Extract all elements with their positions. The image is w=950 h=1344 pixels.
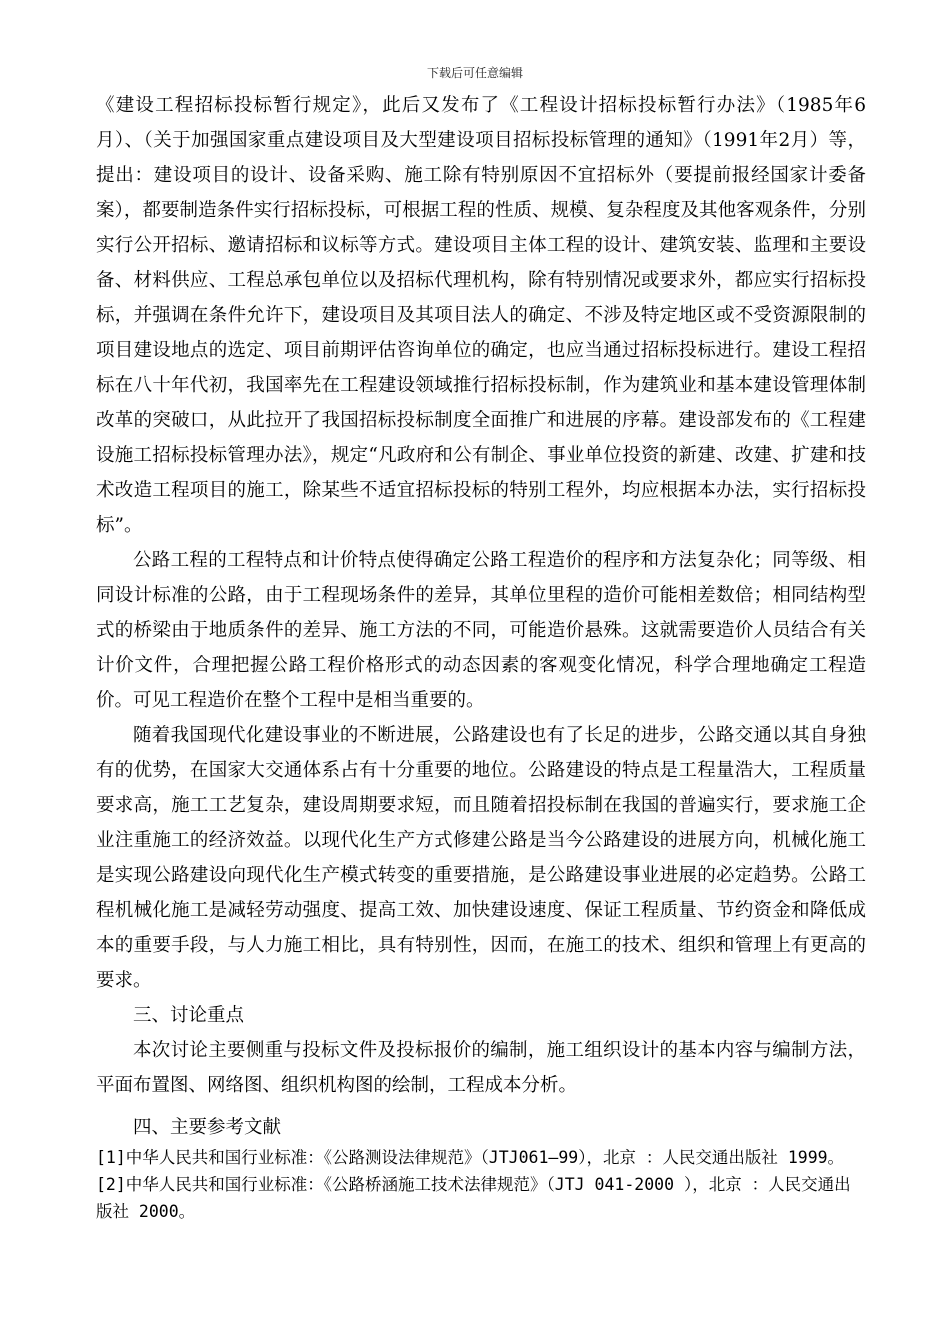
- reference-item-2: [2]中华人民共和国行业标准：《公路桥涵施工技术法律规范》（JTJ 041-2000 ），北京 ：人民交通出版社 2000。: [96, 1175, 851, 1221]
- paragraph-1: 《建设工程招标投标暂行规定》，此后又发布了《工程设计招标投标暂行办法》（1985年6月）、（关于加强国家重点建设项目及大型建设项目招标投标管理的通知》（1991年2月）等，提出：建设项目的设计、设备采购、施工除有特别原因不宜招标外（要提前报经国家计委备案），都要制造条件实行招标投标，可根据工程的性质、规模、复杂程度及其他客观条件，分别实行公开招标、邀请招标和议标等方式。建设项目主体工程的设计、建筑安装、监理和主要设备、材料供应、工程总承包单位以及招标代理机构，除有特别情况或要求外，都应实行招标投标，并强调在条件允许下，建设项目及其项目法人的确定、不涉及特定地区或不受资源限制的项目建设地点的选定、项目前期评估咨询单位的确定，也应当通过招标投标进行。建设工程招标在八十年代初，我国率先在工程建设领域推行招标投标制，作为建筑业和基本建设管理体制改革的突破口，从此拉开了我国招标投标制度全面推广和进展的序幕。建设部发布的《工程建设施工招标投标管理办法》，规定“凡政府和公有制企、事业单位投资的新建、改建、扩建和技术改造工程项目的施工，除某些不适宜招标投标的特别工程外，均应根据本办法，实行招标投标”。: [96, 95, 866, 536]
- paragraph-2: 公路工程的工程特点和计价特点使得确定公路工程造价的程序和方法复杂化；同等级、相同设计标准的公路，由于工程现场条件的差异，其单位里程的造价可能相差数倍；相同结构型式的桥梁由于地质条件的差异、施工方法的不同，可能造价悬殊。这就需要造价人员结合有关计价文件，合理把握公路工程价格形式的动态因素的客观变化情况，科学合理地确定工程造价。可见工程造价在整个工程中是相当重要的。: [96, 550, 866, 711]
- section-heading-4: 四、主要参考文献: [133, 1117, 282, 1138]
- document-body: [96, 88, 866, 1103]
- references-block: [96, 1114, 866, 1225]
- section-3-text: 本次讨论主要侧重与投标文件及投标报价的编制，施工组织设计的基本内容与编制方法，平面布置图、网络图、组织机构图的绘制，工程成本分析。: [96, 1040, 866, 1096]
- paragraph-3: 随着我国现代化建设事业的不断进展，公路建设也有了长足的进步，公路交通以其自身独有的优势，在国家大交通体系占有十分重要的地位。公路建设的特点是工程量浩大，工程质量要求高，施工工艺复杂，建设周期要求短，而且随着招投标制在我国的普遍实行，要求施工企业注重施工的经济效益。以现代化生产方式修建公路是当今公路建设的进展方向，机械化施工是实现公路建设向现代化生产模式转变的重要措施，是公路建设事业进展的必定趋势。公路工程机械化施工是减轻劳动强度、提高工效、加快建设速度、保证工程质量、节约资金和降低成本的重要手段，与人力施工相比，具有特别性，因而，在施工的技术、组织和管理上有更高的要求。: [96, 725, 866, 991]
- reference-item-1: [1]中华人民共和国行业标准：《公路测设法律规范》（JTJ061—99），北京 ：人民交通出版社 1999。: [96, 1148, 845, 1167]
- page-header: 下载后可任意编辑: [426, 66, 523, 80]
- section-heading-3: 三、讨论重点: [133, 1005, 245, 1026]
